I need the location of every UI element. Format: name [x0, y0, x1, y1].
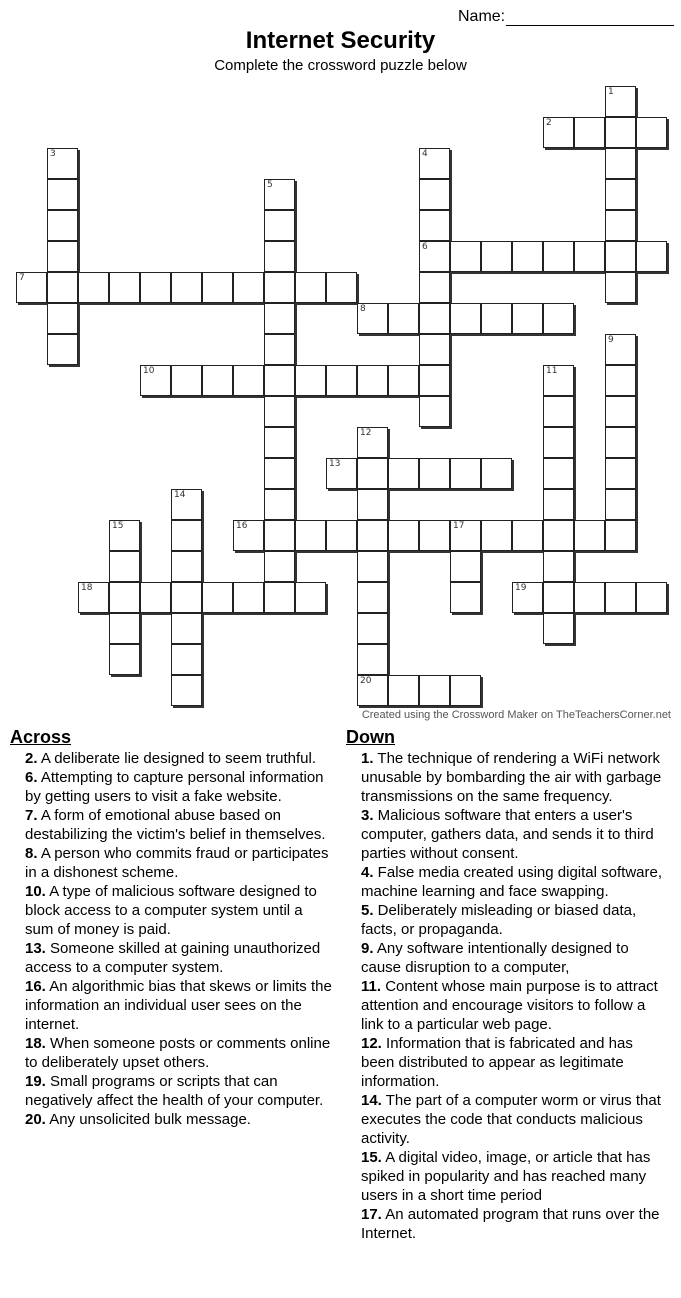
clue-item	[25, 768, 332, 806]
crossword-cell[interactable]	[140, 582, 171, 613]
clue-text: Any unsolicited bulk message.	[45, 1111, 251, 1128]
crossword-cell[interactable]	[264, 179, 295, 210]
crossword-cell[interactable]	[388, 303, 419, 334]
clue-text: When someone posts or comments online to deliberately upset others.	[25, 1035, 331, 1071]
crossword-cell[interactable]	[264, 303, 295, 334]
crossword-cell[interactable]	[543, 303, 574, 334]
clue-item	[361, 977, 666, 1034]
crossword-cell[interactable]	[295, 582, 326, 613]
clue-number: 11.	[361, 978, 382, 995]
crossword-cell[interactable]	[264, 551, 295, 582]
crossword-cell[interactable]	[388, 365, 419, 396]
crossword-cell[interactable]	[264, 241, 295, 272]
crossword-cell[interactable]	[605, 396, 636, 427]
crossword-cell[interactable]	[543, 427, 574, 458]
clue-number: 5.	[361, 902, 374, 919]
cell-number: 14	[174, 490, 186, 500]
crossword-cell[interactable]	[605, 365, 636, 396]
crossword-cell[interactable]	[202, 582, 233, 613]
clue-item	[25, 1110, 332, 1129]
crossword-cell[interactable]	[605, 489, 636, 520]
crossword-cell[interactable]	[388, 458, 419, 489]
crossword-cell[interactable]	[357, 675, 388, 706]
crossword-cell[interactable]	[326, 272, 357, 303]
crossword-cell[interactable]	[543, 365, 574, 396]
clue-number: 7.	[25, 807, 38, 824]
name-label: Name:	[458, 8, 506, 25]
clue-item	[361, 901, 666, 939]
crossword-cell[interactable]	[171, 272, 202, 303]
clue-item	[361, 863, 666, 901]
crossword-cell[interactable]	[171, 551, 202, 582]
crossword-cell[interactable]	[109, 520, 140, 551]
crossword-cell[interactable]	[543, 613, 574, 644]
clue-text: A form of emotional abuse based on destabilizing the victim's belief in themselves.	[25, 807, 326, 843]
across-heading: Across	[10, 727, 72, 747]
crossword-cell[interactable]	[295, 520, 326, 551]
clue-text: A deliberate lie designed to seem truthful.	[37, 750, 317, 767]
crossword-cell[interactable]	[512, 241, 543, 272]
crossword-cell[interactable]	[543, 458, 574, 489]
cell-number: 17	[453, 521, 465, 531]
clue-number: 15.	[361, 1149, 382, 1166]
crossword-cell[interactable]	[264, 458, 295, 489]
down-clue-list	[346, 749, 666, 1243]
crossword-cell[interactable]	[171, 582, 202, 613]
crossword-cell[interactable]	[512, 520, 543, 551]
crossword-cell[interactable]	[357, 520, 388, 551]
cell-number: 1	[608, 87, 614, 97]
crossword-cell[interactable]	[543, 520, 574, 551]
crossword-cell[interactable]	[109, 582, 140, 613]
crossword-cell[interactable]	[605, 179, 636, 210]
crossword-cell[interactable]	[357, 582, 388, 613]
crossword-cell[interactable]	[419, 675, 450, 706]
crossword-cell[interactable]	[202, 365, 233, 396]
clue-number: 17.	[361, 1206, 382, 1223]
crossword-cell[interactable]	[264, 582, 295, 613]
crossword-cell[interactable]	[543, 489, 574, 520]
crossword-cell[interactable]	[357, 613, 388, 644]
clue-number: 16.	[25, 978, 46, 995]
clue-item	[361, 1034, 666, 1091]
crossword-cell[interactable]	[78, 582, 109, 613]
clue-text: Small programs or scripts that can negatively affect the health of your computer.	[25, 1073, 324, 1109]
clue-text: Deliberately misleading or biased data, facts, or propaganda.	[361, 902, 637, 938]
clue-number: 4.	[361, 864, 374, 881]
crossword-cell[interactable]	[357, 458, 388, 489]
crossword-cell[interactable]	[171, 365, 202, 396]
crossword-cell[interactable]	[295, 365, 326, 396]
crossword-cell[interactable]	[109, 613, 140, 644]
across-clue-list	[10, 749, 332, 1129]
cell-number: 20	[360, 676, 372, 686]
crossword-cell[interactable]	[264, 489, 295, 520]
crossword-cell[interactable]	[605, 520, 636, 551]
crossword-cell[interactable]	[419, 303, 450, 334]
crossword-cell[interactable]	[357, 551, 388, 582]
crossword-cell[interactable]	[388, 675, 419, 706]
crossword-cell[interactable]	[357, 644, 388, 675]
crossword-cell[interactable]	[202, 272, 233, 303]
crossword-cell[interactable]	[450, 303, 481, 334]
crossword-cell[interactable]	[47, 303, 78, 334]
cell-number: 19	[515, 583, 527, 593]
clue-number: 13.	[25, 940, 46, 957]
crossword-cell[interactable]	[605, 86, 636, 117]
crossword-cell[interactable]	[264, 365, 295, 396]
crossword-cell[interactable]	[140, 365, 171, 396]
clue-item	[361, 1091, 666, 1148]
crossword-cell[interactable]	[233, 272, 264, 303]
clue-text: Someone skilled at gaining unauthorized access to a computer system.	[25, 940, 321, 976]
crossword-cell[interactable]	[171, 489, 202, 520]
crossword-cell[interactable]	[605, 334, 636, 365]
cell-number: 10	[143, 366, 155, 376]
crossword-cell[interactable]	[326, 520, 357, 551]
clue-text: Information that is fabricated and has been distributed to appear as legitimate information.	[361, 1035, 633, 1090]
crossword-cell[interactable]	[450, 520, 481, 551]
cell-number: 2	[546, 118, 552, 128]
crossword-cell[interactable]	[357, 303, 388, 334]
crossword-cell[interactable]	[481, 458, 512, 489]
clue-number: 8.	[25, 845, 38, 862]
crossword-cell[interactable]	[78, 272, 109, 303]
clue-text: False media created using digital software, machine learning and face swapping.	[361, 864, 662, 900]
crossword-cell[interactable]	[233, 582, 264, 613]
clue-number: 6.	[25, 769, 38, 786]
crossword-cell[interactable]	[109, 644, 140, 675]
crossword-cell[interactable]	[450, 582, 481, 613]
down-heading: Down	[346, 727, 395, 747]
cell-number: 15	[112, 521, 124, 531]
crossword-cell[interactable]	[233, 365, 264, 396]
crossword-cell[interactable]	[388, 520, 419, 551]
cell-number: 5	[267, 180, 273, 190]
crossword-cell[interactable]	[357, 489, 388, 520]
clue-text: Attempting to capture personal information by getting users to visit a fake website.	[25, 769, 324, 805]
crossword-cell[interactable]	[419, 241, 450, 272]
clue-text: Content whose main purpose is to attract attention and encourage visitors to follow a link to a particular web page.	[361, 978, 658, 1033]
clue-number: 3.	[361, 807, 374, 824]
clue-text: The part of a computer worm or virus that executes the code that conducts malicious activity.	[361, 1092, 661, 1147]
crossword-cell[interactable]	[543, 551, 574, 582]
clue-number: 10.	[25, 883, 46, 900]
crossword-cell[interactable]	[171, 644, 202, 675]
clue-number: 14.	[361, 1092, 382, 1109]
crossword-cell[interactable]	[264, 334, 295, 365]
crossword-cell[interactable]	[264, 210, 295, 241]
clue-item	[361, 806, 666, 863]
crossword-cell[interactable]	[109, 272, 140, 303]
clue-text: The technique of rendering a WiFi network unusable by bombarding the air with garbage transmissions on the same frequency.	[361, 750, 662, 805]
down-clues	[346, 726, 666, 1243]
crossword-cell[interactable]	[605, 210, 636, 241]
crossword-cell[interactable]	[543, 582, 574, 613]
crossword-cell[interactable]	[109, 551, 140, 582]
crossword-cell[interactable]	[419, 179, 450, 210]
cell-number: 7	[19, 273, 25, 283]
page-title: Internet Security	[245, 27, 436, 54]
crossword-cell[interactable]	[326, 458, 357, 489]
crossword-cell[interactable]	[140, 272, 171, 303]
crossword-cell[interactable]	[636, 582, 667, 613]
clue-item	[25, 1072, 332, 1110]
crossword-cell[interactable]	[419, 520, 450, 551]
crossword-cell[interactable]	[357, 365, 388, 396]
clue-item	[25, 806, 332, 844]
crossword-cell[interactable]	[419, 365, 450, 396]
clue-item	[25, 977, 332, 1034]
clue-item	[25, 1034, 332, 1072]
cell-number: 12	[360, 428, 372, 438]
crossword-cell[interactable]	[481, 520, 512, 551]
crossword-cell[interactable]	[605, 582, 636, 613]
crossword-cell[interactable]	[605, 117, 636, 148]
clue-item	[25, 749, 332, 768]
crossword-cell[interactable]	[419, 396, 450, 427]
crossword-cell[interactable]	[47, 334, 78, 365]
cell-number: 11	[546, 366, 558, 376]
crossword-cell[interactable]	[419, 210, 450, 241]
crossword-cell[interactable]	[636, 117, 667, 148]
crossword-cell[interactable]	[574, 582, 605, 613]
crossword-cell[interactable]	[264, 520, 295, 551]
clue-text: Any software intentionally designed to cause disruption to a computer,	[361, 940, 629, 976]
clue-text: Malicious software that enters a user's computer, gathers data, and sends it to third parties without consent.	[361, 807, 654, 862]
crossword-cell[interactable]	[47, 272, 78, 303]
crossword-cell[interactable]	[636, 241, 667, 272]
crossword-cell[interactable]	[264, 272, 295, 303]
crossword-cell[interactable]	[419, 458, 450, 489]
crossword-cell[interactable]	[16, 272, 47, 303]
cell-number: 6	[422, 242, 428, 252]
cell-number: 4	[422, 149, 428, 159]
crossword-cell[interactable]	[264, 427, 295, 458]
clue-item	[25, 882, 332, 939]
crossword-cell[interactable]	[264, 396, 295, 427]
crossword-cell[interactable]	[295, 272, 326, 303]
crossword-cell[interactable]	[171, 613, 202, 644]
crossword-cell[interactable]	[481, 303, 512, 334]
clue-item	[361, 1148, 666, 1205]
crossword-cell[interactable]	[512, 582, 543, 613]
crossword-cell[interactable]	[574, 117, 605, 148]
crossword-cell[interactable]	[357, 427, 388, 458]
clue-number: 19.	[25, 1073, 46, 1090]
clue-text: A type of malicious software designed to block access to a computer system until a sum of money is paid.	[25, 883, 317, 938]
crossword-cell[interactable]	[543, 396, 574, 427]
clue-number: 9.	[361, 940, 374, 957]
clue-item	[25, 939, 332, 977]
clue-item	[25, 844, 332, 882]
clue-text: A digital video, image, or article that has spiked in popularity and has reached many users in a short time period	[361, 1149, 651, 1204]
crossword-cell[interactable]	[481, 241, 512, 272]
crossword-cell[interactable]	[605, 241, 636, 272]
crossword-cell[interactable]	[47, 210, 78, 241]
clue-text: An automated program that runs over the Internet.	[361, 1206, 660, 1242]
clue-item	[361, 1205, 666, 1243]
crossword-cell[interactable]	[605, 458, 636, 489]
clue-text: An algorithmic bias that skews or limits the information an individual user sees on the internet.	[25, 978, 332, 1033]
clue-text: A person who commits fraud or participates in a dishonest scheme.	[25, 845, 329, 881]
crossword-cell[interactable]	[419, 334, 450, 365]
crossword-cell[interactable]	[47, 179, 78, 210]
credit-text: Created using the Crossword Maker on TheTeachersCorner.net	[361, 709, 671, 721]
clue-number: 1.	[361, 750, 374, 767]
crossword-cell[interactable]	[233, 520, 264, 551]
cell-number: 3	[50, 149, 56, 159]
clue-item	[361, 749, 666, 806]
cell-number: 18	[81, 583, 93, 593]
cell-number: 13	[329, 459, 341, 469]
cell-number: 16	[236, 521, 248, 531]
crossword-cell[interactable]	[574, 241, 605, 272]
crossword-cell[interactable]	[512, 303, 543, 334]
crossword-cell[interactable]	[326, 365, 357, 396]
crossword-cell[interactable]	[450, 675, 481, 706]
crossword-cell[interactable]	[171, 520, 202, 551]
crossword-cell[interactable]	[419, 148, 450, 179]
across-clues	[10, 726, 332, 1129]
crossword-cell[interactable]	[605, 272, 636, 303]
cell-number: 8	[360, 304, 366, 314]
crossword-cell[interactable]	[47, 241, 78, 272]
clue-number: 18.	[25, 1035, 46, 1052]
crossword-cell[interactable]	[543, 117, 574, 148]
crossword-cell[interactable]	[574, 520, 605, 551]
crossword-cell[interactable]	[171, 675, 202, 706]
crossword-cell[interactable]	[419, 272, 450, 303]
clue-item	[361, 939, 666, 977]
page-subtitle: Complete the crossword puzzle below	[214, 57, 467, 74]
cell-number: 9	[608, 335, 614, 345]
crossword-cell[interactable]	[450, 551, 481, 582]
crossword-cell[interactable]	[47, 148, 78, 179]
crossword-cell[interactable]	[605, 427, 636, 458]
crossword-cell[interactable]	[450, 458, 481, 489]
clue-number: 20.	[25, 1111, 46, 1128]
crossword-cell[interactable]	[543, 241, 574, 272]
crossword-cell[interactable]	[450, 241, 481, 272]
crossword-cell[interactable]	[605, 148, 636, 179]
clue-number: 2.	[25, 750, 38, 767]
clue-number: 12.	[361, 1035, 382, 1052]
